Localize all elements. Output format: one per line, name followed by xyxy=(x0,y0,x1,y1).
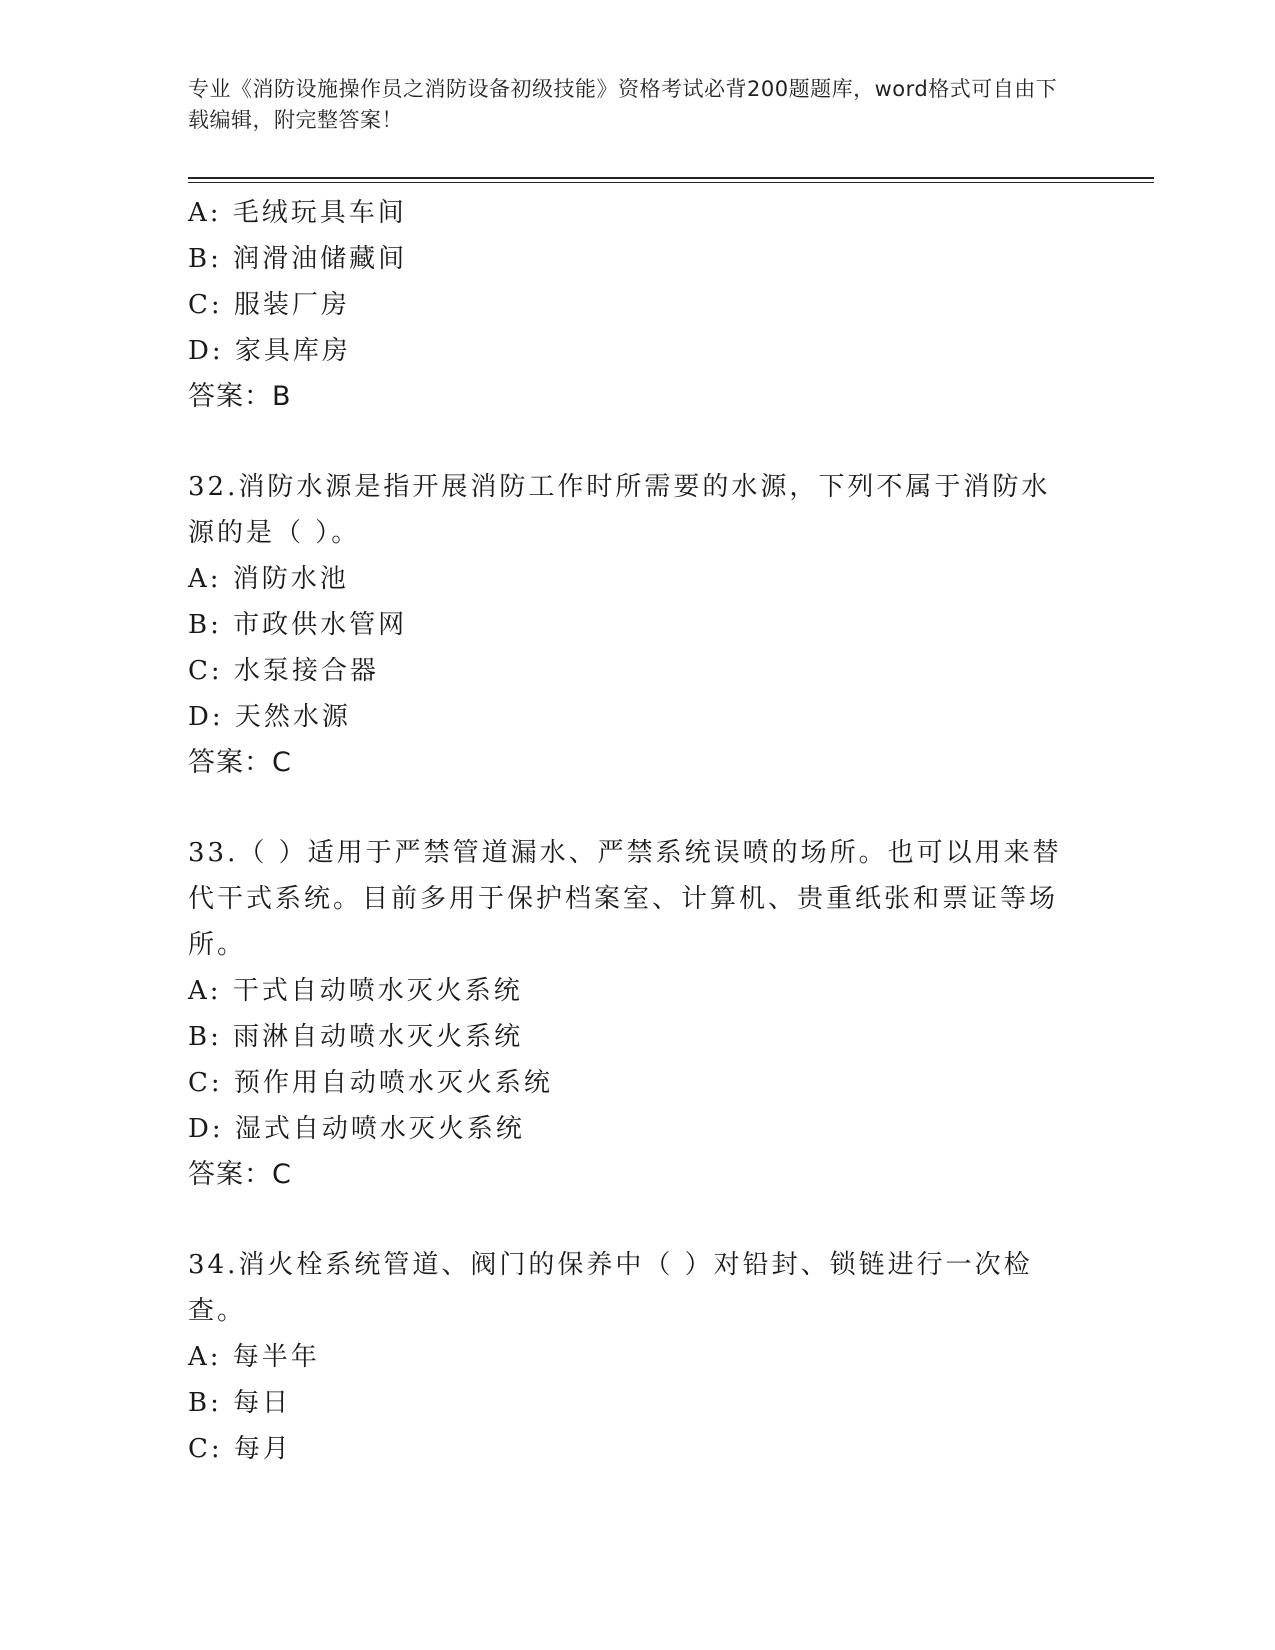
option-b: B: 雨淋自动喷水灭火系统 xyxy=(188,1022,524,1052)
option-d: D: 天然水源 xyxy=(188,702,351,732)
answer: 答案：C xyxy=(188,747,292,778)
question-32 xyxy=(188,464,1088,786)
option-a: A: 毛绒玩具车间 xyxy=(188,198,407,228)
header-divider-thin xyxy=(188,182,1154,183)
option-c: C: 每月 xyxy=(188,1434,292,1464)
option-c: C: 服装厂房 xyxy=(188,290,350,320)
option-a: A: 消防水池 xyxy=(188,564,349,594)
question-text: 32.消防水源是指开展消防工作时所需要的水源，下列不属于消防水源的是（ ）。 xyxy=(188,472,1051,548)
question-33 xyxy=(188,830,1088,1198)
spacer xyxy=(188,1198,1088,1242)
option-b: B: 市政供水管网 xyxy=(188,610,408,640)
document-header: 专业《消防设施操作员之消防设备初级技能》资格考试必背200题题库，word格式可自由下载编辑，附完整答案！ xyxy=(188,77,1058,132)
option-b: B: 每日 xyxy=(188,1388,292,1418)
question-text: 34.消火栓系统管道、阀门的保养中（ ）对铅封、锁链进行一次检查。 xyxy=(188,1250,1033,1326)
question-34 xyxy=(188,1242,1088,1472)
answer: 答案：C xyxy=(188,1159,292,1190)
option-c: C: 预作用自动喷水灭火系统 xyxy=(188,1068,553,1098)
option-a: A: 每半年 xyxy=(188,1342,320,1372)
question-text: 33.（ ）适用于严禁管道漏水、严禁系统误喷的场所。也可以用来替代干式系统。目前多用于保护档案室、计算机、贵重纸张和票证等场所。 xyxy=(188,838,1062,960)
option-c: C: 水泵接合器 xyxy=(188,656,379,686)
question-list xyxy=(188,190,1088,1472)
spacer xyxy=(188,420,1088,464)
option-d: D: 湿式自动喷水灭火系统 xyxy=(188,1114,525,1144)
option-b: B: 润滑油储藏间 xyxy=(188,244,408,274)
question-31 xyxy=(188,190,1088,420)
spacer xyxy=(188,786,1088,830)
answer: 答案：B xyxy=(188,381,292,412)
option-a: A: 干式自动喷水灭火系统 xyxy=(188,976,523,1006)
header-divider-thick xyxy=(188,177,1154,179)
option-d: D: 家具库房 xyxy=(188,336,351,366)
